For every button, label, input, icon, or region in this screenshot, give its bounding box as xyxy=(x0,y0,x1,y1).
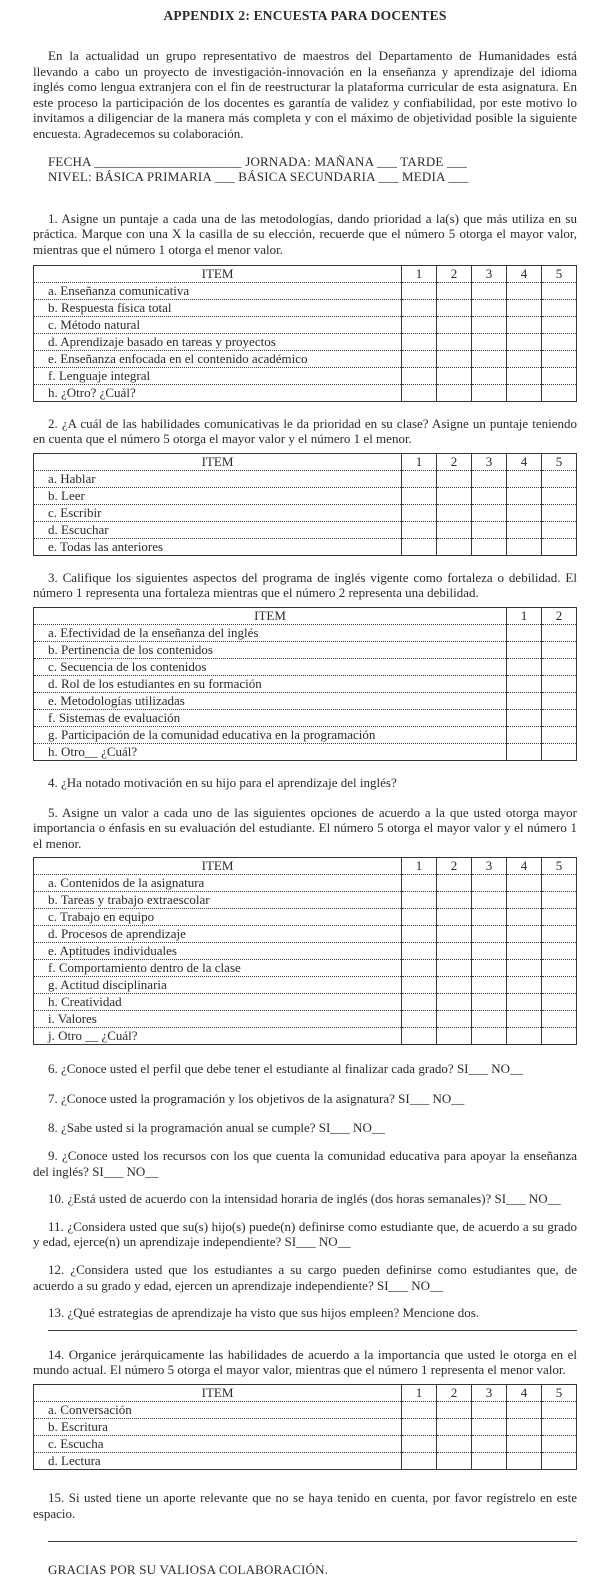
score-column-header: 1 xyxy=(402,453,437,470)
score-checkbox-cell[interactable] xyxy=(542,743,577,760)
score-checkbox-cell[interactable] xyxy=(437,943,472,960)
score-checkbox-cell[interactable] xyxy=(542,384,577,401)
table-row xyxy=(34,1419,577,1436)
nivel-line[interactable]: NIVEL: BÁSICA PRIMARIA ___ BÁSICA SECUNDARIA ___ MEDIA ___ xyxy=(48,169,469,185)
score-column-header: 3 xyxy=(472,453,507,470)
closing-text: GRACIAS POR SU VALIOSA COLABORACIÓN. xyxy=(48,1562,329,1578)
score-checkbox-cell[interactable] xyxy=(402,892,437,909)
item-label-cell: j. Otro __ ¿Cuál? xyxy=(34,1028,402,1045)
score-checkbox-cell[interactable] xyxy=(507,909,542,926)
score-checkbox-cell[interactable] xyxy=(507,977,542,994)
score-checkbox-cell[interactable] xyxy=(437,892,472,909)
score-checkbox-cell[interactable] xyxy=(542,350,577,367)
score-checkbox-cell[interactable] xyxy=(542,726,577,743)
score-column-header: 4 xyxy=(507,453,542,470)
survey-table-q14 xyxy=(33,1384,577,1470)
score-checkbox-cell[interactable] xyxy=(542,538,577,555)
question-12: 12. ¿Considera usted que los estudiantes a su cargo pueden definirse como estudiantes que, de acuerdo a su grado y edad, ejercen un aprendizaje independiente? SI___ NO__ xyxy=(33,1262,577,1293)
score-column-header: 2 xyxy=(437,858,472,875)
item-label-cell: d. Procesos de aprendizaje xyxy=(34,926,402,943)
table-row xyxy=(34,350,577,367)
answer-line-q13[interactable] xyxy=(48,1330,577,1331)
fecha-jornada-line[interactable]: FECHA ______________________ JORNADA: MAÑANA ___ TARDE ___ xyxy=(48,153,468,169)
score-checkbox-cell[interactable] xyxy=(472,926,507,943)
score-checkbox-cell[interactable] xyxy=(472,1453,507,1470)
score-column-header: 3 xyxy=(472,1385,507,1402)
score-column-header: 2 xyxy=(437,1385,472,1402)
score-checkbox-cell[interactable] xyxy=(542,282,577,299)
item-label-cell: e. Todas las anteriores xyxy=(34,538,402,555)
score-checkbox-cell[interactable] xyxy=(437,487,472,504)
score-checkbox-cell[interactable] xyxy=(472,994,507,1011)
score-checkbox-cell[interactable] xyxy=(402,316,437,333)
score-column-header: 5 xyxy=(542,453,577,470)
table-row xyxy=(34,282,577,299)
table-row xyxy=(34,624,577,641)
score-checkbox-cell[interactable] xyxy=(507,875,542,892)
score-checkbox-cell[interactable] xyxy=(437,1453,472,1470)
question-14: 14. Organice jerárquicamente las habilidades de acuerdo a la importancia que usted le otorga en el mundo actual. El número 5 otorga el mayor valor, mientras que el número 1 representa el menor valor. xyxy=(33,1346,577,1378)
score-checkbox-cell[interactable] xyxy=(542,504,577,521)
score-checkbox-cell[interactable] xyxy=(542,1011,577,1028)
score-checkbox-cell[interactable] xyxy=(542,470,577,487)
score-checkbox-cell[interactable] xyxy=(402,977,437,994)
table-row xyxy=(34,709,577,726)
score-column-header: 1 xyxy=(402,858,437,875)
item-label-cell: b. Respuesta física total xyxy=(34,299,402,316)
score-checkbox-cell[interactable] xyxy=(507,316,542,333)
score-checkbox-cell[interactable] xyxy=(472,538,507,555)
score-checkbox-cell[interactable] xyxy=(402,367,437,384)
score-checkbox-cell[interactable] xyxy=(472,299,507,316)
item-label-cell: f. Sistemas de evaluación xyxy=(34,709,507,726)
question-10: 10. ¿Está usted de acuerdo con la intensidad horaria de inglés (dos horas semanales)? SI___ NO__ xyxy=(48,1191,561,1207)
score-checkbox-cell[interactable] xyxy=(507,504,542,521)
table-row xyxy=(34,926,577,943)
score-checkbox-cell[interactable] xyxy=(437,384,472,401)
item-label-cell: c. Trabajo en equipo xyxy=(34,909,402,926)
score-checkbox-cell[interactable] xyxy=(507,692,542,709)
question-15: 15. Si usted tiene un aporte relevante que no se haya tenido en cuenta, por favor regístrelo en este espacio. xyxy=(33,1490,577,1521)
score-checkbox-cell[interactable] xyxy=(542,709,577,726)
score-checkbox-cell[interactable] xyxy=(542,1419,577,1436)
table-row xyxy=(34,960,577,977)
score-checkbox-cell[interactable] xyxy=(472,367,507,384)
score-column-header: 3 xyxy=(472,858,507,875)
score-checkbox-cell[interactable] xyxy=(542,1402,577,1419)
score-column-header: 4 xyxy=(507,858,542,875)
score-checkbox-cell[interactable] xyxy=(437,470,472,487)
table-row xyxy=(34,367,577,384)
score-checkbox-cell[interactable] xyxy=(472,282,507,299)
score-column-header: 3 xyxy=(472,265,507,282)
score-checkbox-cell[interactable] xyxy=(472,470,507,487)
score-checkbox-cell[interactable] xyxy=(472,943,507,960)
score-checkbox-cell[interactable] xyxy=(472,1402,507,1419)
table-row xyxy=(34,994,577,1011)
table-row xyxy=(34,875,577,892)
table-row xyxy=(34,470,577,487)
score-column-header: 5 xyxy=(542,265,577,282)
table-row xyxy=(34,504,577,521)
score-checkbox-cell[interactable] xyxy=(542,675,577,692)
score-checkbox-cell[interactable] xyxy=(542,641,577,658)
table-header-row xyxy=(34,453,577,470)
score-checkbox-cell[interactable] xyxy=(437,1402,472,1419)
question-1: 1. Asigne un puntaje a cada una de las metodologías, dando prioridad a la(s) que más utiliza en su práctica. Marque con una X la casilla de su elección, recuerde que el número 5 otorga el mayor valor, mientras que el número 1 otorga el menor valor. xyxy=(33,210,577,257)
item-label-cell: a. Efectividad de la enseñanza del inglés xyxy=(34,624,507,641)
score-checkbox-cell[interactable] xyxy=(472,1436,507,1453)
item-label-cell: c. Secuencia de los contenidos xyxy=(34,658,507,675)
item-label-cell: b. Leer xyxy=(34,487,402,504)
score-checkbox-cell[interactable] xyxy=(542,994,577,1011)
score-checkbox-cell[interactable] xyxy=(437,960,472,977)
item-label-cell: a. Hablar xyxy=(34,470,402,487)
score-checkbox-cell[interactable] xyxy=(507,487,542,504)
item-label-cell: i. Valores xyxy=(34,1011,402,1028)
table-row xyxy=(34,333,577,350)
score-checkbox-cell[interactable] xyxy=(507,282,542,299)
score-checkbox-cell[interactable] xyxy=(437,316,472,333)
question-3: 3. Califique los siguientes aspectos del programa de inglés vigente como fortaleza o debilidad. El número 1 representa una fortaleza mientras que el número 2 representa una debilidad. xyxy=(33,569,577,601)
table-header-row xyxy=(34,858,577,875)
score-checkbox-cell[interactable] xyxy=(542,909,577,926)
score-checkbox-cell[interactable] xyxy=(437,909,472,926)
score-checkbox-cell[interactable] xyxy=(402,943,437,960)
item-label-cell: d. Aprendizaje basado en tareas y proyectos xyxy=(34,333,402,350)
score-checkbox-cell[interactable] xyxy=(402,1453,437,1470)
score-column-header: 1 xyxy=(402,265,437,282)
score-checkbox-cell[interactable] xyxy=(472,521,507,538)
table-row xyxy=(34,1028,577,1045)
score-checkbox-cell[interactable] xyxy=(402,1419,437,1436)
score-checkbox-cell[interactable] xyxy=(507,538,542,555)
score-checkbox-cell[interactable] xyxy=(507,333,542,350)
score-checkbox-cell[interactable] xyxy=(507,521,542,538)
score-checkbox-cell[interactable] xyxy=(437,875,472,892)
survey-table-q3 xyxy=(33,607,577,761)
table-row xyxy=(34,1402,577,1419)
table-row xyxy=(34,977,577,994)
score-checkbox-cell[interactable] xyxy=(507,1402,542,1419)
item-column-header: ITEM xyxy=(34,453,402,470)
score-checkbox-cell[interactable] xyxy=(507,384,542,401)
table-row xyxy=(34,743,577,760)
score-checkbox-cell[interactable] xyxy=(472,1028,507,1045)
score-column-header: 1 xyxy=(507,607,542,624)
table-row xyxy=(34,641,577,658)
score-checkbox-cell[interactable] xyxy=(402,994,437,1011)
score-checkbox-cell[interactable] xyxy=(402,470,437,487)
table-row xyxy=(34,892,577,909)
score-checkbox-cell[interactable] xyxy=(437,350,472,367)
page-title: APPENDIX 2: ENCUESTA PARA DOCENTES xyxy=(163,8,447,23)
score-checkbox-cell[interactable] xyxy=(507,299,542,316)
intro-paragraph: En la actualidad un grupo representativo de maestros del Departamento de Humanidades está llevando a cabo un proyecto de investigación-innovación en la enseñanza y aprendizaje del idioma inglés como lengua extranjera con el fin de reestructurar la plataforma curricular de esta asignatura. En este proceso la participación de los docentes es garantía de validez y confiabilidad, por este motivo lo invitamos a diligenciar de la manera más completa y con el máximo de objetividad posible la siguiente encuesta. Agradecemos su colaboración. xyxy=(33,48,577,141)
score-checkbox-cell[interactable] xyxy=(437,926,472,943)
score-checkbox-cell[interactable] xyxy=(507,1419,542,1436)
question-5: 5. Asigne un valor a cada uno de las siguientes opciones de acuerdo a la que usted otorga mayor importancia o énfasis en su evaluación del estudiante. El número 5 otorga el mayor valor y el número 1 el menor. xyxy=(33,804,577,851)
score-checkbox-cell[interactable] xyxy=(542,977,577,994)
score-checkbox-cell[interactable] xyxy=(507,743,542,760)
score-checkbox-cell[interactable] xyxy=(542,875,577,892)
score-checkbox-cell[interactable] xyxy=(542,658,577,675)
answer-line-q15[interactable] xyxy=(48,1541,577,1542)
survey-table-q5 xyxy=(33,857,577,1045)
score-checkbox-cell[interactable] xyxy=(402,350,437,367)
item-label-cell: e. Enseñanza enfocada en el contenido académico xyxy=(34,350,402,367)
survey-table-q1 xyxy=(33,265,577,402)
score-checkbox-cell[interactable] xyxy=(507,658,542,675)
table-row xyxy=(34,675,577,692)
score-checkbox-cell[interactable] xyxy=(402,1402,437,1419)
item-label-cell: a. Conversación xyxy=(34,1402,402,1419)
question-4: 4. ¿Ha notado motivación en su hijo para el aprendizaje del inglés? xyxy=(48,774,397,790)
score-column-header: 4 xyxy=(507,1385,542,1402)
score-checkbox-cell[interactable] xyxy=(507,675,542,692)
score-checkbox-cell[interactable] xyxy=(507,641,542,658)
score-column-header: 5 xyxy=(542,858,577,875)
item-label-cell: c. Escribir xyxy=(34,504,402,521)
score-checkbox-cell[interactable] xyxy=(507,709,542,726)
score-checkbox-cell[interactable] xyxy=(402,299,437,316)
item-label-cell: d. Lectura xyxy=(34,1453,402,1470)
score-checkbox-cell[interactable] xyxy=(402,504,437,521)
item-column-header: ITEM xyxy=(34,858,402,875)
score-checkbox-cell[interactable] xyxy=(507,1011,542,1028)
score-checkbox-cell[interactable] xyxy=(402,1028,437,1045)
score-checkbox-cell[interactable] xyxy=(472,909,507,926)
table-row xyxy=(34,316,577,333)
score-checkbox-cell[interactable] xyxy=(472,960,507,977)
score-checkbox-cell[interactable] xyxy=(402,909,437,926)
survey-table-q2 xyxy=(33,453,577,556)
question-2: 2. ¿A cuál de las habilidades comunicativas le da prioridad en su clase? Asigne un puntaje teniendo en cuenta que el número 5 otorga el mayor valor y el número 1 el menor. xyxy=(33,415,577,447)
question-6: 6. ¿Conoce usted el perfil que debe tener el estudiante al finalizar cada grado? SI___ NO__ xyxy=(48,1061,524,1077)
score-checkbox-cell[interactable] xyxy=(437,1011,472,1028)
score-checkbox-cell[interactable] xyxy=(507,624,542,641)
score-checkbox-cell[interactable] xyxy=(472,892,507,909)
score-column-header: 5 xyxy=(542,1385,577,1402)
question-8: 8. ¿Sabe usted si la programación anual se cumple? SI___ NO__ xyxy=(48,1120,385,1136)
score-checkbox-cell[interactable] xyxy=(472,977,507,994)
item-label-cell: d. Escuchar xyxy=(34,521,402,538)
score-checkbox-cell[interactable] xyxy=(507,367,542,384)
score-checkbox-cell[interactable] xyxy=(402,1011,437,1028)
score-checkbox-cell[interactable] xyxy=(542,333,577,350)
item-label-cell: g. Participación de la comunidad educativa en la programación xyxy=(34,726,507,743)
score-checkbox-cell[interactable] xyxy=(402,384,437,401)
score-checkbox-cell[interactable] xyxy=(542,892,577,909)
score-checkbox-cell[interactable] xyxy=(437,994,472,1011)
score-checkbox-cell[interactable] xyxy=(402,926,437,943)
item-label-cell: f. Lenguaje integral xyxy=(34,367,402,384)
item-column-header: ITEM xyxy=(34,1385,402,1402)
score-checkbox-cell[interactable] xyxy=(472,333,507,350)
table-row xyxy=(34,384,577,401)
score-checkbox-cell[interactable] xyxy=(542,960,577,977)
item-label-cell: b. Tareas y trabajo extraescolar xyxy=(34,892,402,909)
score-checkbox-cell[interactable] xyxy=(542,367,577,384)
item-label-cell: c. Escucha xyxy=(34,1436,402,1453)
score-checkbox-cell[interactable] xyxy=(542,624,577,641)
score-checkbox-cell[interactable] xyxy=(402,333,437,350)
score-checkbox-cell[interactable] xyxy=(402,1436,437,1453)
score-checkbox-cell[interactable] xyxy=(472,504,507,521)
score-checkbox-cell[interactable] xyxy=(437,521,472,538)
table-header-row xyxy=(34,265,577,282)
score-checkbox-cell[interactable] xyxy=(437,1436,472,1453)
score-checkbox-cell[interactable] xyxy=(507,350,542,367)
question-9: 9. ¿Conoce usted los recursos con los que cuenta la comunidad educativa para apoyar la enseñanza del inglés? SI___ NO__ xyxy=(33,1148,577,1179)
item-label-cell: b. Pertinencia de los contenidos xyxy=(34,641,507,658)
item-column-header: ITEM xyxy=(34,607,507,624)
table-row xyxy=(34,909,577,926)
score-checkbox-cell[interactable] xyxy=(542,521,577,538)
score-column-header: 4 xyxy=(507,265,542,282)
table-header-row xyxy=(34,607,577,624)
score-checkbox-cell[interactable] xyxy=(437,1419,472,1436)
score-checkbox-cell[interactable] xyxy=(402,282,437,299)
score-checkbox-cell[interactable] xyxy=(402,960,437,977)
score-checkbox-cell[interactable] xyxy=(507,470,542,487)
table-row xyxy=(34,726,577,743)
score-checkbox-cell[interactable] xyxy=(402,875,437,892)
score-checkbox-cell[interactable] xyxy=(472,1419,507,1436)
item-label-cell: h. Creatividad xyxy=(34,994,402,1011)
score-checkbox-cell[interactable] xyxy=(472,1011,507,1028)
score-checkbox-cell[interactable] xyxy=(507,1453,542,1470)
score-checkbox-cell[interactable] xyxy=(472,316,507,333)
score-column-header: 2 xyxy=(542,607,577,624)
score-checkbox-cell[interactable] xyxy=(437,538,472,555)
score-checkbox-cell[interactable] xyxy=(542,299,577,316)
score-checkbox-cell[interactable] xyxy=(507,943,542,960)
score-checkbox-cell[interactable] xyxy=(472,350,507,367)
score-checkbox-cell[interactable] xyxy=(402,487,437,504)
table-row xyxy=(34,1436,577,1453)
score-column-header: 2 xyxy=(437,265,472,282)
score-checkbox-cell[interactable] xyxy=(437,367,472,384)
score-checkbox-cell[interactable] xyxy=(437,977,472,994)
item-column-header: ITEM xyxy=(34,265,402,282)
score-checkbox-cell[interactable] xyxy=(542,926,577,943)
item-label-cell: h. Otro__ ¿Cuál? xyxy=(34,743,507,760)
item-label-cell: e. Metodologías utilizadas xyxy=(34,692,507,709)
table-row xyxy=(34,521,577,538)
score-checkbox-cell[interactable] xyxy=(472,384,507,401)
item-label-cell: g. Actitud disciplinaria xyxy=(34,977,402,994)
table-header-row xyxy=(34,1385,577,1402)
item-label-cell: e. Aptitudes individuales xyxy=(34,943,402,960)
table-row xyxy=(34,658,577,675)
question-7: 7. ¿Conoce usted la programación y los objetivos de la asignatura? SI___ NO__ xyxy=(48,1090,465,1106)
score-checkbox-cell[interactable] xyxy=(542,1028,577,1045)
score-checkbox-cell[interactable] xyxy=(507,926,542,943)
score-column-header: 1 xyxy=(402,1385,437,1402)
score-checkbox-cell[interactable] xyxy=(437,333,472,350)
score-checkbox-cell[interactable] xyxy=(542,316,577,333)
table-row xyxy=(34,943,577,960)
header-fields xyxy=(48,154,577,185)
item-label-cell: a. Contenidos de la asignatura xyxy=(34,875,402,892)
score-checkbox-cell[interactable] xyxy=(437,282,472,299)
question-11: 11. ¿Considera usted que su(s) hijo(s) puede(n) definirse como estudiante que, de acuerdo a su grado y edad, ejerce(n) un aprendizaje independiente? SI___ NO__ xyxy=(33,1218,577,1250)
score-checkbox-cell[interactable] xyxy=(402,521,437,538)
score-column-header: 2 xyxy=(437,453,472,470)
table-row xyxy=(34,487,577,504)
score-checkbox-cell[interactable] xyxy=(542,692,577,709)
score-checkbox-cell[interactable] xyxy=(472,875,507,892)
score-checkbox-cell[interactable] xyxy=(542,1436,577,1453)
score-checkbox-cell[interactable] xyxy=(507,726,542,743)
score-checkbox-cell[interactable] xyxy=(402,538,437,555)
score-checkbox-cell[interactable] xyxy=(437,1028,472,1045)
table-row xyxy=(34,538,577,555)
item-label-cell: a. Enseñanza comunicativa xyxy=(34,282,402,299)
item-label-cell: h. ¿Otro? ¿Cuál? xyxy=(34,384,402,401)
item-label-cell: f. Comportamiento dentro de la clase xyxy=(34,960,402,977)
score-checkbox-cell[interactable] xyxy=(507,1436,542,1453)
item-label-cell: d. Rol de los estudiantes en su formación xyxy=(34,675,507,692)
table-row xyxy=(34,1453,577,1470)
score-checkbox-cell[interactable] xyxy=(507,960,542,977)
score-checkbox-cell[interactable] xyxy=(507,1028,542,1045)
score-checkbox-cell[interactable] xyxy=(507,994,542,1011)
score-checkbox-cell[interactable] xyxy=(437,504,472,521)
item-label-cell: c. Método natural xyxy=(34,316,402,333)
table-row xyxy=(34,299,577,316)
item-label-cell: b. Escritura xyxy=(34,1419,402,1436)
table-row xyxy=(34,1011,577,1028)
score-checkbox-cell[interactable] xyxy=(542,1453,577,1470)
score-checkbox-cell[interactable] xyxy=(507,892,542,909)
question-13: 13. ¿Qué estrategias de aprendizaje ha visto que sus hijos empleen? Mencione dos. xyxy=(48,1305,480,1321)
score-checkbox-cell[interactable] xyxy=(542,487,577,504)
score-checkbox-cell[interactable] xyxy=(437,299,472,316)
table-row xyxy=(34,692,577,709)
score-checkbox-cell[interactable] xyxy=(472,487,507,504)
score-checkbox-cell[interactable] xyxy=(542,943,577,960)
